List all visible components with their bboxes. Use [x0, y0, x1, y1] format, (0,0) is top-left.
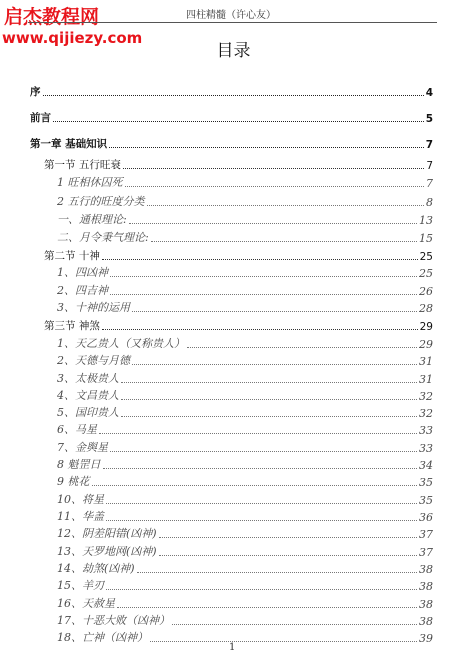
- toc-leader-dots: [150, 640, 417, 642]
- toc-entry-page: 5: [425, 113, 433, 125]
- toc-entry-label: 15、羊刃: [57, 579, 104, 592]
- toc-entry-page: 35: [419, 494, 433, 507]
- toc-entry[interactable]: [30, 137, 433, 151]
- toc-entry[interactable]: [57, 423, 433, 437]
- toc-entry-page: 39: [419, 632, 433, 645]
- toc-entry-label: 6、马星: [57, 423, 97, 436]
- toc-entry-label: 4、文昌贵人: [57, 389, 119, 402]
- toc-leader-dots: [103, 467, 418, 469]
- toc-entry[interactable]: [57, 597, 433, 611]
- toc-entry-label: 第一节 五行旺衰: [44, 159, 121, 171]
- toc-entry-page: 7: [426, 160, 433, 172]
- toc-leader-dots: [125, 185, 425, 187]
- toc-entry-label: 第一章 基础知识: [30, 138, 108, 150]
- toc-entry-page: 26: [419, 285, 433, 298]
- toc-entry-label: 11、华盖: [57, 510, 104, 523]
- toc-entry-page: 13: [419, 214, 433, 227]
- watermark-site-name: 启杰教程网: [4, 6, 100, 28]
- toc-entry-label: 7、金舆星: [57, 441, 108, 454]
- toc-leader-dots: [109, 146, 424, 148]
- toc-entry-label: 12、阴差阳错(凶神): [57, 527, 157, 540]
- toc-entry-page: 31: [419, 373, 433, 386]
- toc-entry-page: 38: [419, 563, 433, 576]
- toc-leader-dots: [123, 167, 424, 169]
- toc-entry-page: 38: [419, 598, 433, 611]
- toc-entry-label: 3、太极贵人: [57, 372, 119, 385]
- toc-entry-label: 二、月令秉气理论:: [57, 231, 149, 244]
- toc-entry[interactable]: [57, 545, 433, 559]
- toc-entry[interactable]: [57, 493, 433, 507]
- toc-entry[interactable]: [57, 372, 433, 386]
- toc-leader-dots: [110, 450, 417, 452]
- toc-leader-dots: [187, 346, 417, 348]
- toc-entry-label: 2、天德与月德: [57, 354, 130, 367]
- toc-leader-dots: [106, 588, 417, 590]
- watermark-url: www.qijiezy.com: [2, 29, 143, 47]
- toc-entry-label: 14、劫煞(凶神): [57, 562, 135, 575]
- toc-entry[interactable]: [57, 176, 433, 190]
- toc-entry[interactable]: [30, 111, 433, 125]
- toc-entry-label: 第三节 神煞: [44, 320, 100, 332]
- toc-entry[interactable]: [57, 301, 433, 315]
- toc-entry-page: 34: [419, 459, 433, 472]
- toc-entry-page: 37: [419, 528, 433, 541]
- toc-leader-dots: [92, 484, 418, 486]
- toc-leader-dots: [121, 415, 417, 417]
- toc-entry-label: 2、四吉神: [57, 284, 108, 297]
- toc-entry-label: 1、天乙贵人（又称贵人）: [57, 337, 185, 350]
- toc-leader-dots: [102, 328, 418, 330]
- toc-leader-dots: [110, 275, 417, 277]
- toc-entry-label: 第二节 十神: [44, 250, 100, 262]
- toc-entry-label: 3、十神的运用: [57, 301, 130, 314]
- toc-leader-dots: [147, 204, 425, 206]
- toc-entry[interactable]: [57, 510, 433, 524]
- toc-leader-dots: [132, 310, 417, 312]
- toc-leader-dots: [121, 381, 417, 383]
- page-number: 1: [229, 642, 236, 653]
- toc-entry[interactable]: [57, 213, 433, 227]
- toc-entry[interactable]: [44, 249, 433, 263]
- toc-entry[interactable]: [57, 195, 433, 209]
- running-header: 四柱精髓（许心友）: [186, 10, 276, 21]
- toc-entry-page: 15: [419, 232, 433, 245]
- toc-entry[interactable]: [44, 319, 433, 333]
- toc-entry[interactable]: [57, 475, 433, 489]
- toc-entry-page: 33: [419, 442, 433, 455]
- toc-entry[interactable]: [57, 354, 433, 368]
- toc-entry-page: 25: [419, 251, 433, 263]
- toc-entry[interactable]: [57, 458, 433, 472]
- toc-entry-label: 10、将星: [57, 493, 104, 506]
- toc-leader-dots: [102, 258, 418, 260]
- toc-entry-page: 36: [419, 511, 433, 524]
- toc-entry[interactable]: [30, 85, 433, 99]
- toc-entry[interactable]: [57, 579, 433, 593]
- toc-entry-label: 前言: [30, 112, 51, 124]
- toc-entry-page: 8: [426, 196, 433, 209]
- header-rule: [28, 22, 437, 23]
- toc-leader-dots: [159, 536, 417, 538]
- toc-leader-dots: [132, 363, 417, 365]
- toc-entry[interactable]: [57, 441, 433, 455]
- toc-entry-page: 31: [419, 355, 433, 368]
- toc-entry-page: 32: [419, 407, 433, 420]
- toc-leader-dots: [121, 398, 417, 400]
- toc-entry-label: 13、天罗地网(凶神): [57, 545, 157, 558]
- toc-leader-dots: [151, 240, 417, 242]
- toc-leader-dots: [137, 571, 417, 573]
- page-title: 目录: [216, 41, 251, 61]
- toc-entry[interactable]: [57, 614, 433, 628]
- toc-entry-page: 25: [419, 267, 433, 280]
- toc-entry-label: 1 旺相休囚死: [57, 176, 123, 189]
- toc-entry-page: 33: [419, 424, 433, 437]
- toc-leader-dots: [117, 606, 417, 608]
- toc-entry-label: 17、十恶大败（凶神）: [57, 614, 170, 627]
- toc-entry-page: 7: [425, 139, 433, 151]
- toc-entry-page: 32: [419, 390, 433, 403]
- toc-entry[interactable]: [44, 158, 433, 172]
- toc-leader-dots: [110, 293, 417, 295]
- toc-entry-page: 29: [419, 338, 433, 351]
- toc-leader-dots: [106, 519, 417, 521]
- toc-entry[interactable]: [57, 527, 433, 541]
- toc-entry-page: 28: [419, 302, 433, 315]
- toc-entry-page: 38: [419, 580, 433, 593]
- toc-entry-label: 18、亡神（凶神）: [57, 631, 148, 644]
- toc-entry[interactable]: [57, 337, 433, 351]
- toc-entry-page: 29: [419, 321, 433, 333]
- toc-entry[interactable]: [57, 631, 433, 645]
- toc-entry-page: 37: [419, 546, 433, 559]
- toc-leader-dots: [99, 432, 417, 434]
- toc-entry-label: 2 五行的旺度分类: [57, 195, 145, 208]
- toc-entry-page: 4: [425, 87, 433, 99]
- toc-entry-label: 序: [30, 86, 41, 98]
- toc-leader-dots: [159, 554, 417, 556]
- toc-leader-dots: [129, 222, 417, 224]
- toc-leader-dots: [172, 623, 417, 625]
- toc-entry[interactable]: [57, 406, 433, 420]
- toc-entry[interactable]: [57, 389, 433, 403]
- toc-entry[interactable]: [57, 231, 433, 245]
- toc-entry-label: 1、四凶神: [57, 266, 108, 279]
- toc-entry-label: 16、天赦星: [57, 597, 115, 610]
- toc-entry-label: 9 桃花: [57, 475, 90, 488]
- toc-entry-page: 7: [426, 177, 433, 190]
- toc-entry[interactable]: [57, 562, 433, 576]
- toc-leader-dots: [106, 502, 417, 504]
- toc-entry-label: 8 魁罡日: [57, 458, 101, 471]
- toc-entry[interactable]: [57, 266, 433, 280]
- toc-entry-label: 5、国印贵人: [57, 406, 119, 419]
- toc-leader-dots: [53, 120, 424, 122]
- toc-entry-page: 35: [419, 476, 433, 489]
- toc-leader-dots: [43, 94, 424, 96]
- toc-entry-page: 38: [419, 615, 433, 628]
- toc-entry[interactable]: [57, 284, 433, 298]
- toc-entry-label: 一、通根理论:: [57, 213, 127, 226]
